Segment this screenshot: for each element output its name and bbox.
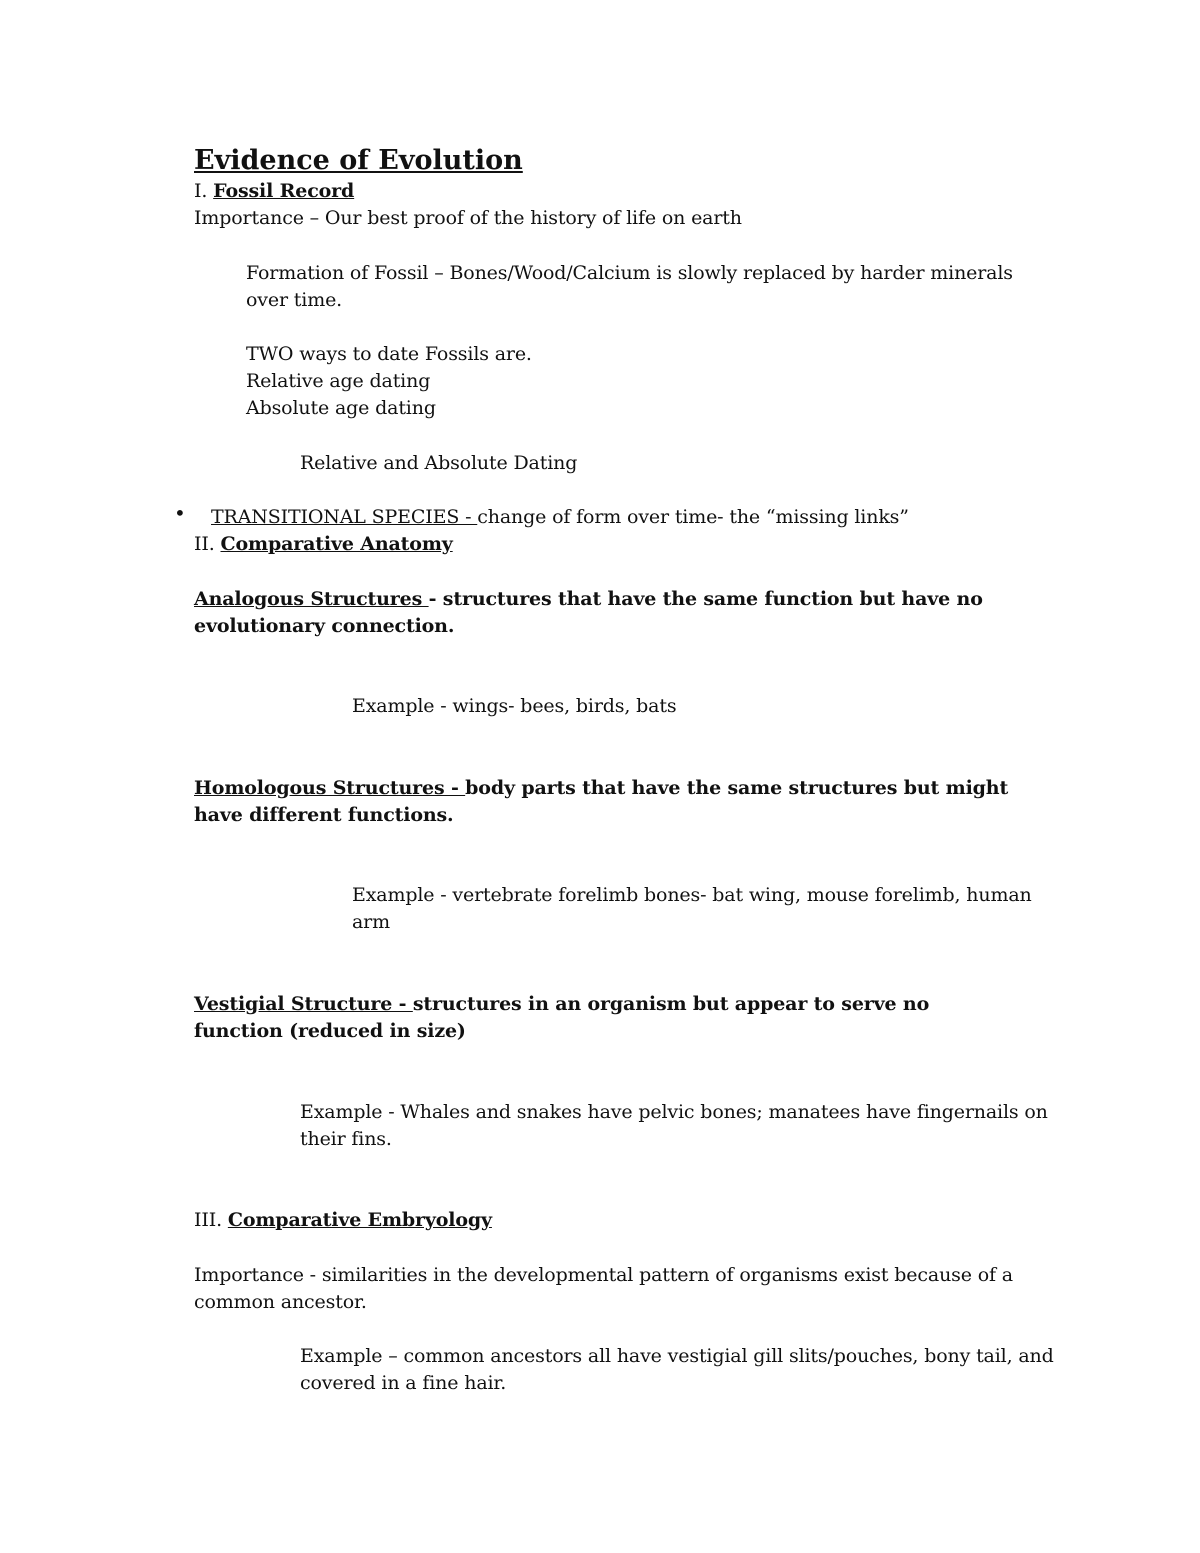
transitional-species [211, 504, 909, 531]
homologous-example: Example - vertebrate forelimb bones- bat wing, mouse forelimb, human arm [352, 884, 1032, 933]
section-1-heading [194, 178, 354, 205]
embryology-importance: Importance - similarities in the developmental pattern of organisms exist because of a common ancestor. [194, 1264, 1013, 1313]
transitional-label: TRANSITIONAL SPECIES - [211, 506, 478, 528]
relative-dating: Relative age dating [246, 370, 431, 392]
analogous-text: - structures that have the same function but have no evolutionary connection. [194, 588, 983, 637]
fossil-importance: Importance – Our best proof of the history of life on earth [194, 207, 742, 229]
section-2-title: Comparative Anatomy [220, 533, 453, 555]
fossil-formation: Formation of Fossil – Bones/Wood/Calcium is slowly replaced by harder minerals over time. [246, 262, 1013, 311]
vestigial-definition [194, 991, 1014, 1045]
vestigial-text: structures in an organism but appear to serve no function (reduced in size) [194, 993, 930, 1042]
homologous-text: body parts that have the same structures but might have different functions. [194, 777, 1009, 826]
analogous-example: Example - wings- bees, birds, bats [352, 695, 677, 717]
homologous-definition [194, 775, 1044, 829]
section-1-title: Fossil Record [213, 180, 355, 202]
section-3-numeral: III. [194, 1209, 228, 1231]
vestigial-example: Example - Whales and snakes have pelvic bones; manatees have fingernails on their fins. [300, 1101, 1048, 1150]
section-3-heading [194, 1207, 492, 1234]
section-2-heading [194, 531, 453, 558]
section-1-numeral: I. [194, 180, 214, 202]
section-3-title: Comparative Embryology [227, 1209, 492, 1231]
relative-absolute-dating: Relative and Absolute Dating [300, 452, 578, 474]
page-title: Evidence of Evolution [194, 145, 523, 176]
analogous-definition [194, 586, 994, 640]
homologous-label: Homologous Structures - [194, 777, 466, 799]
analogous-label: Analogous Structures [194, 588, 429, 610]
dating-ways-intro: TWO ways to date Fossils are. [246, 343, 532, 365]
absolute-dating: Absolute age dating [246, 397, 436, 419]
bullet-icon: • [174, 501, 186, 525]
vestigial-label: Vestigial Structure - [194, 993, 413, 1015]
transitional-text: change of form over time- the “missing links” [477, 506, 909, 528]
section-2-numeral: II. [194, 533, 221, 555]
embryology-example: Example – common ancestors all have vestigial gill slits/pouches, bony tail, and covered in a fine hair. [300, 1345, 1054, 1394]
